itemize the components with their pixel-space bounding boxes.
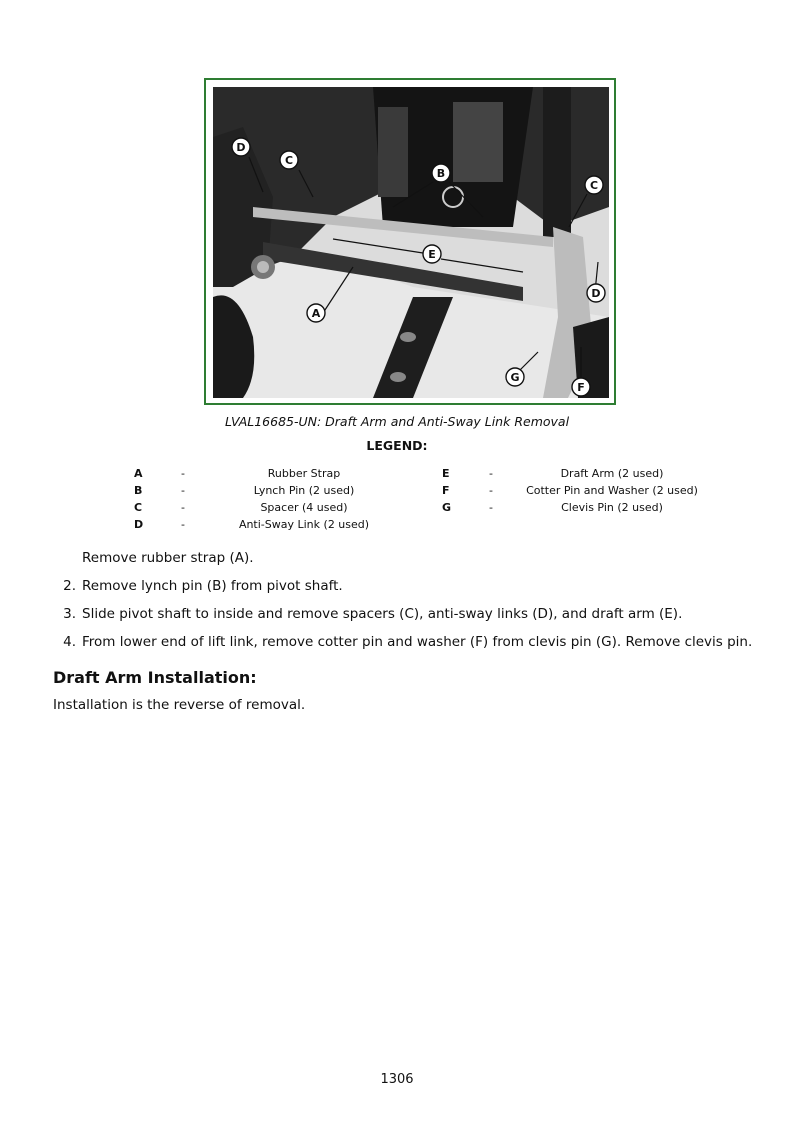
callout-c-left	[280, 151, 298, 169]
legend-description: Cotter Pin and Washer (2 used)	[526, 484, 698, 497]
section-body: Installation is the reverse of removal.	[53, 697, 306, 713]
svg-text:D: D	[591, 287, 601, 300]
callout-b	[432, 164, 450, 182]
svg-text:B: B	[436, 167, 446, 180]
svg-text:A: A	[311, 307, 321, 320]
callout-a	[307, 304, 325, 322]
callout-g	[506, 368, 524, 386]
legend-row	[0, 465, 794, 482]
legend-letter: B	[134, 484, 143, 497]
legend-letter: E	[442, 467, 450, 480]
step-item	[0, 548, 794, 568]
svg-text:C: C	[284, 154, 294, 167]
legend-letter: G	[442, 501, 452, 514]
legend-description: Spacer (4 used)	[260, 501, 348, 514]
draft-arm-photo	[213, 87, 609, 398]
step-item	[0, 632, 794, 652]
callout-e	[423, 245, 441, 263]
legend-description: Anti-Sway Link (2 used)	[238, 518, 370, 531]
svg-text:C: C	[589, 179, 599, 192]
legend-letter: C	[134, 501, 143, 514]
legend-letter: D	[134, 518, 144, 531]
legend-description: Lynch Pin (2 used)	[253, 484, 355, 497]
step-number: 3.	[63, 606, 76, 622]
page-number: 1306	[380, 1072, 414, 1087]
legend-dash: -	[489, 501, 493, 514]
section-heading: Draft Arm Installation:	[53, 668, 257, 687]
legend-description: Draft Arm (2 used)	[560, 467, 664, 480]
legend-description: Clevis Pin (2 used)	[561, 501, 663, 514]
legend-dash: -	[489, 467, 493, 480]
step-text: Remove rubber strap (A).	[82, 550, 254, 566]
legend-letter: A	[134, 467, 143, 480]
callout-d-right	[587, 284, 605, 302]
legend-dash: -	[181, 484, 185, 497]
step-number: 4.	[63, 634, 76, 650]
svg-text:F: F	[577, 381, 585, 394]
callout-c-right	[585, 176, 603, 194]
legend-dash: -	[489, 484, 493, 497]
step-number: 2.	[63, 578, 76, 594]
legend-dash: -	[181, 501, 185, 514]
legend-row	[0, 482, 794, 499]
legend-letter: F	[442, 484, 450, 497]
legend-description: Rubber Strap	[267, 467, 341, 480]
callout-d-left	[232, 138, 250, 156]
step-text: Remove lynch pin (B) from pivot shaft.	[82, 578, 343, 594]
legend-row	[0, 499, 794, 516]
step-item	[0, 576, 794, 596]
figure-frame	[204, 78, 616, 405]
legend-row	[0, 516, 794, 533]
callout-f	[572, 378, 590, 396]
legend-title: LEGEND:	[366, 438, 428, 453]
legend-dash: -	[181, 467, 185, 480]
step-text: From lower end of lift link, remove cotter pin and washer (F) from clevis pin (G). Remove clevis pin.	[82, 634, 753, 650]
legend-dash: -	[181, 518, 185, 531]
step-text: Slide pivot shaft to inside and remove spacers (C), anti-sway links (D), and draft arm (E).	[82, 606, 683, 622]
svg-text:G: G	[510, 371, 520, 384]
svg-text:E: E	[428, 248, 436, 261]
svg-text:D: D	[236, 141, 246, 154]
step-item	[0, 604, 794, 624]
figure-caption: LVAL16685-UN: Draft Arm and Anti-Sway Link Removal	[224, 414, 570, 429]
